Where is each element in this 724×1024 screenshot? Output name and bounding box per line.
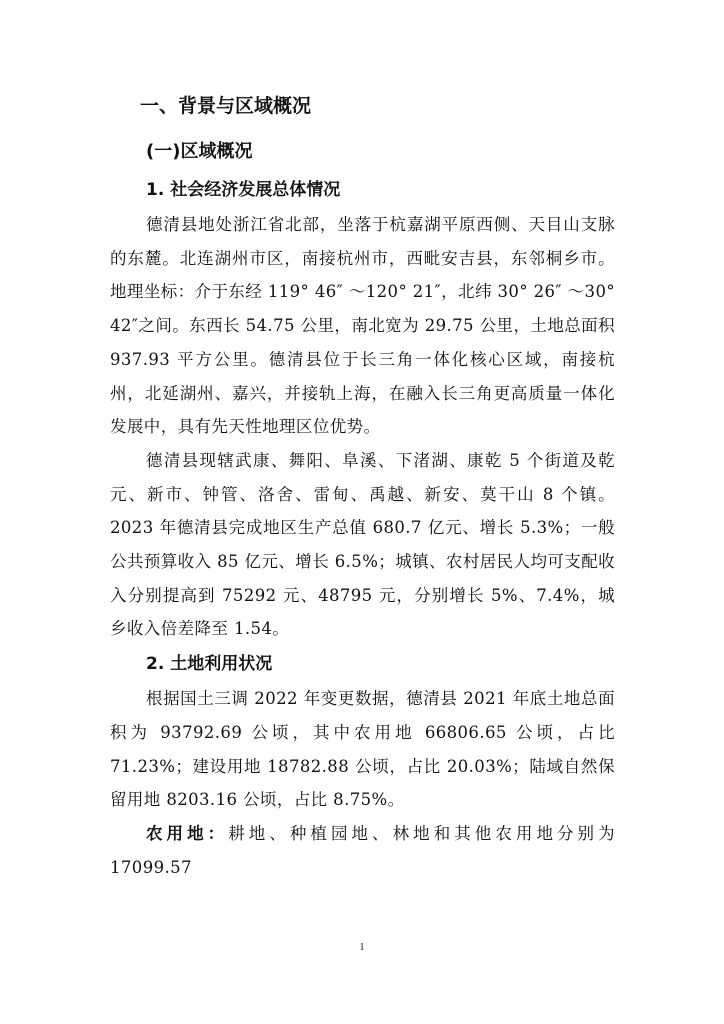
document-body: [110, 88, 615, 884]
page-number: 1: [359, 942, 365, 953]
agricultural-land-text: 耕地、种植园地、林地和其他农用地分别为 17099.57: [110, 823, 615, 877]
subsection-heading-land-use: 2. 土地利用状况: [146, 654, 273, 675]
agricultural-land-label: 农用地：: [146, 823, 229, 843]
paragraph-location: 德清县地处浙江省北部，坐落于杭嘉湖平原西侧、天目山支脉的东麓。北连湖州市区，南接杭州市，西毗安吉县，东邻桐乡市。地理坐标：介于东经 119° 46″ ～120° 21″，北纬 30° 26″ ～30° 42″之间。东西长 54.75 公里，南北宽为 29.75 公里，土地总面积 937.93 平方公里。德清县位于长三角一体化核心区域，南接杭州，北延湖州、嘉兴，并接轨上海，在融入长三角更高质量一体化发展中，具有先天性地理区位优势。: [110, 215, 615, 437]
chapter-heading: 一、背景与区域概况: [140, 95, 312, 117]
section-heading: (一)区域概况: [146, 141, 253, 162]
paragraph-land-use: 根据国土三调 2022 年变更数据，德清县 2021 年底土地总面积为 93792.69 公顷，其中农用地 66806.65 公顷，占比 71.23%；建设用地 18782.88 公顷，占比 20.03%；陆域自然保留用地 8203.16 公顷，占比 8.75%。: [110, 689, 615, 810]
paragraph-economy: 德清县现辖武康、舞阳、阜溪、下渚湖、康乾 5 个街道及乾元、新市、钟管、洛舍、雷甸、禹越、新安、莫干山 8 个镇。2023 年德清县完成地区生产总值 680.7 亿元、增长 5.3%；一般公共预算收入 85 亿元、增长 6.5%；城镇、农村居民人均可支配收入分别提高到 75292 元、48795 元，分别增长 5%、7.4%，城乡收入倍差降至 1.54。: [110, 450, 615, 639]
subsection-heading-socioeconomic: 1. 社会经济发展总体情况: [146, 180, 341, 200]
paragraph-agricultural-land: [110, 817, 615, 884]
